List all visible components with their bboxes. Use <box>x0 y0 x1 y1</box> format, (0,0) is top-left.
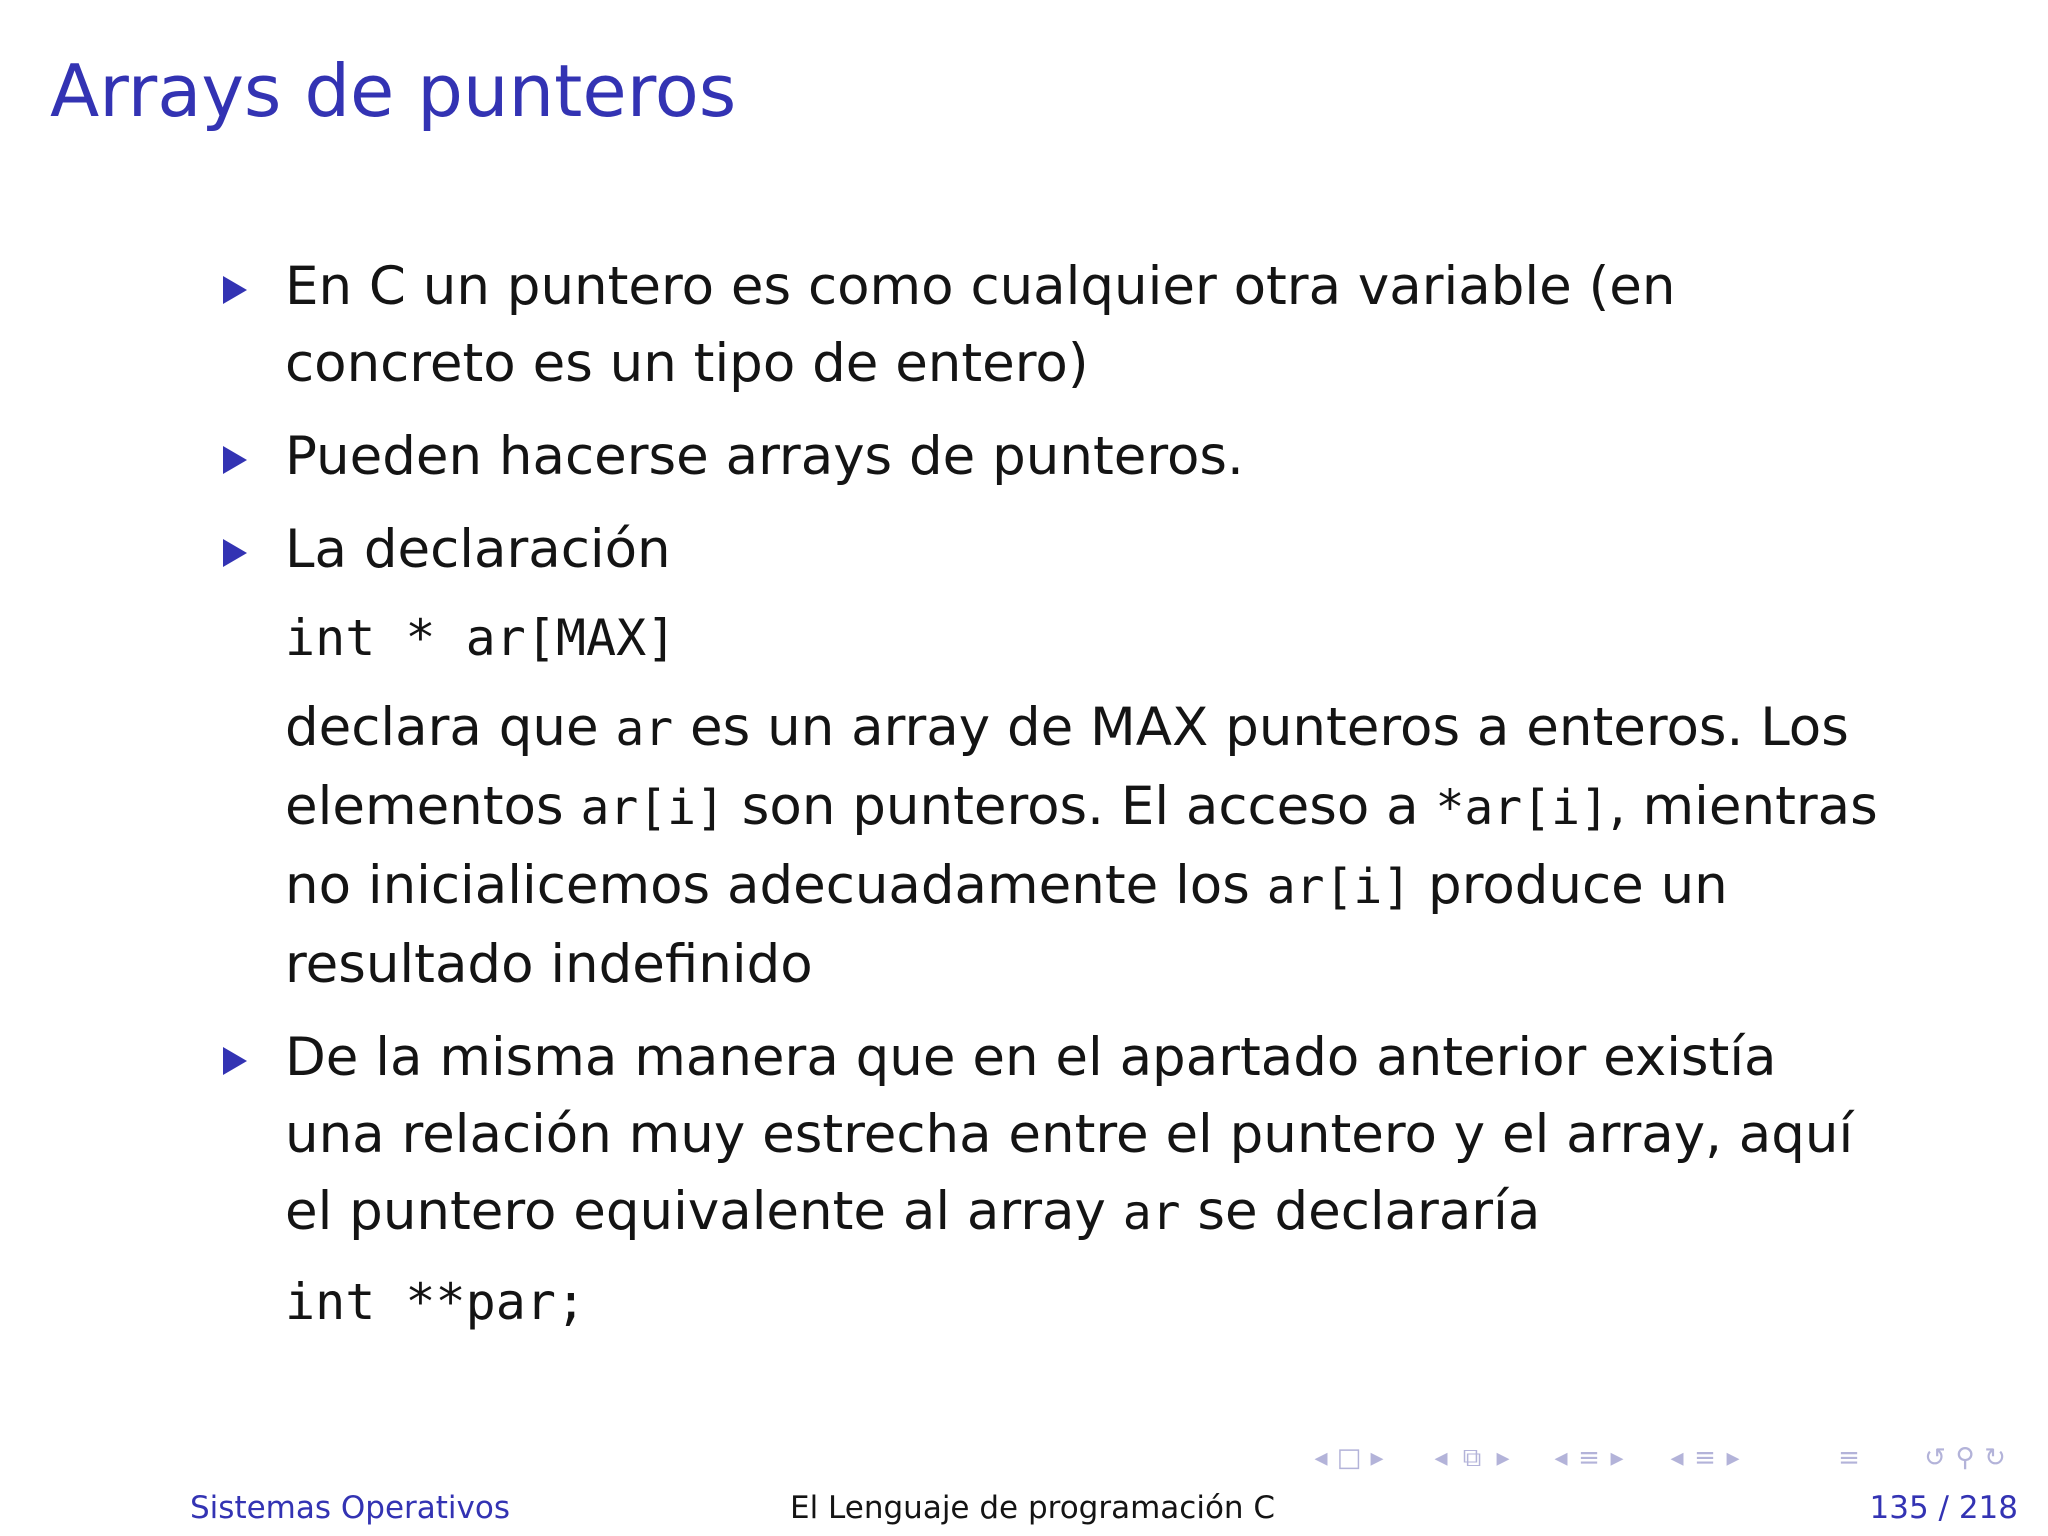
inline-code: ar[i] <box>580 780 725 836</box>
bullet-text <box>285 1019 1880 1252</box>
text-span: De la misma manera que en el apartado anterior existía una relación muy estrecha entre el puntero y el array, aquí el puntero equivalente al array <box>285 1027 1854 1242</box>
bullet-item <box>220 248 1880 402</box>
nav-prev-arrow-icon[interactable]: ◂ <box>1670 1443 1684 1473</box>
nav-next-arrow-icon[interactable]: ▸ <box>1370 1443 1384 1473</box>
redo-icon[interactable]: ↻ <box>1984 1443 2006 1473</box>
inline-code: *ar[i] <box>1435 780 1609 836</box>
page-number: 135 / 218 <box>1869 1490 2018 1526</box>
nav-prev-arrow-icon[interactable]: ◂ <box>1554 1443 1568 1473</box>
bullet-text: En C un puntero es como cualquier otra variable (en concreto es un tipo de entero) <box>285 256 1676 394</box>
nav-prev-arrow-icon[interactable]: ◂ <box>1314 1443 1328 1473</box>
bullet-item <box>220 1019 1880 1341</box>
beamer-navigation <box>1310 1440 2030 1476</box>
text-span: se declararía <box>1180 1181 1541 1242</box>
bullet-item <box>220 418 1880 495</box>
frame-icon[interactable]: □ <box>1336 1443 1362 1473</box>
subsection-icon[interactable]: ≡ <box>1578 1443 1600 1473</box>
frames-stack-icon[interactable]: ⧉ <box>1462 1442 1482 1473</box>
nav-next-arrow-icon[interactable]: ▸ <box>1726 1443 1740 1473</box>
bullet-triangle-icon <box>223 276 247 304</box>
footer <box>0 1488 2048 1528</box>
footer-topic: El Lenguaje de programación C <box>790 1490 1276 1526</box>
nav-next-arrow-icon[interactable]: ▸ <box>1610 1443 1624 1473</box>
align-icon[interactable]: ≡ <box>1838 1443 1860 1473</box>
bullet-text: La declaración <box>285 519 671 580</box>
bullet-triangle-icon <box>223 1047 247 1075</box>
code-declaration: int **par; <box>285 1273 587 1331</box>
slide-title: Arrays de punteros <box>50 49 737 133</box>
inline-code: ar <box>615 701 674 757</box>
inline-code: ar[i] <box>1266 859 1412 915</box>
slide-content <box>220 248 1880 1357</box>
footer-course: Sistemas Operativos <box>190 1490 510 1526</box>
undo-icon[interactable]: ↺ <box>1924 1443 1946 1473</box>
bullet-triangle-icon <box>223 539 247 567</box>
text-span: declara que <box>285 697 616 758</box>
nav-prev-arrow-icon[interactable]: ◂ <box>1434 1443 1448 1473</box>
inline-code: ar <box>1122 1185 1181 1241</box>
text-span: produce un resultado indefinido <box>285 855 1728 995</box>
bullet-item <box>220 511 1880 1003</box>
nav-next-arrow-icon[interactable]: ▸ <box>1496 1443 1510 1473</box>
code-declaration: int * ar[MAX] <box>285 609 677 667</box>
text-span: , mientras no inicialicemos adecuadamente los <box>285 776 1878 916</box>
text-span: es un array de MAX punteros a enteros. Los elementos <box>285 697 1849 837</box>
search-icon[interactable]: ⚲ <box>1955 1443 1975 1473</box>
bullet-explanation <box>285 689 1880 1003</box>
text-span: son punteros. El acceso a <box>724 776 1436 837</box>
bullet-triangle-icon <box>223 446 247 474</box>
section-icon[interactable]: ≡ <box>1694 1443 1716 1473</box>
bullet-text: Pueden hacerse arrays de punteros. <box>285 426 1244 487</box>
